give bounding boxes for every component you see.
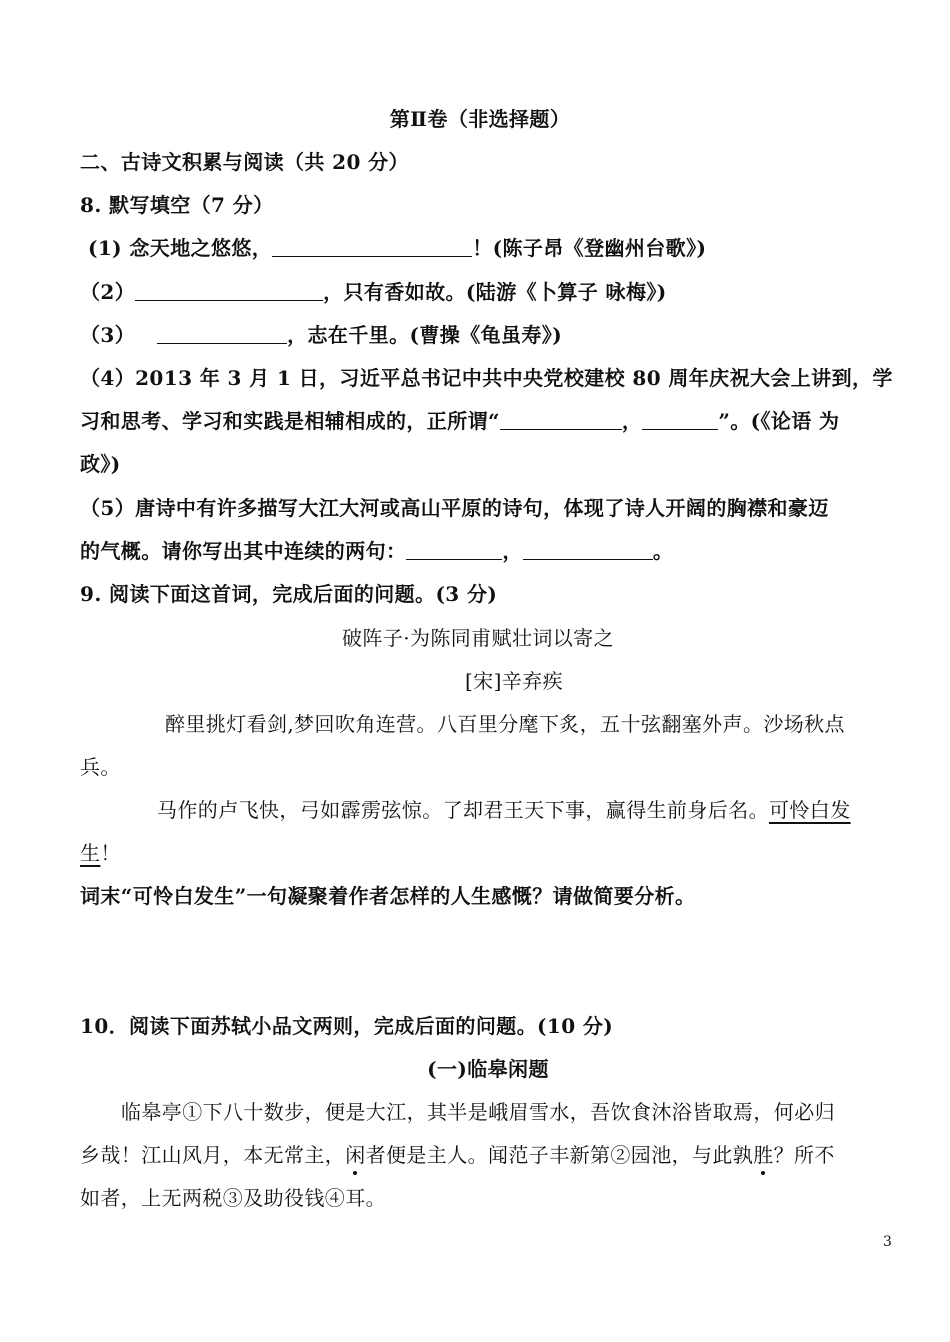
q8-item-4-line3: 政》) <box>80 452 121 476</box>
q9-question: 词末“可怜白发生”一句凝聚着作者怎样的人生感慨？请做简要分析。 <box>80 884 696 908</box>
q8-item-3-suffix: ，志在千里。(曹操《龟虽寿》) <box>287 323 563 347</box>
q10-passage-text-a: 乡哉！江山风月，本无常主， <box>80 1143 346 1167</box>
poem-stanza-1-line2: 兵。 <box>80 755 121 779</box>
q9-title: 9. 阅读下面这首词，完成后面的问题。(3 分) <box>80 582 498 606</box>
q8-item-5-blank-2[interactable] <box>523 539 653 560</box>
q10-passage-line2 <box>80 1141 900 1169</box>
page-number: 3 <box>883 1234 892 1250</box>
poem-title: 破阵子·为陈同甫赋壮词以寄之 <box>342 626 614 650</box>
q8-item-4-blank-1[interactable] <box>500 409 622 430</box>
q8-item-4-text: 习和思考、学习和实践是相辅相成的，正所谓“ <box>80 409 500 433</box>
q8-item-5-text: 的气概。请你写出其中连续的两句： <box>80 539 407 563</box>
q8-item-3-blank[interactable] <box>157 323 287 344</box>
q10-passage-line3: 如者，上无两税③及助役钱④耳。 <box>80 1186 386 1210</box>
q8-item-2-prefix: （2） <box>80 280 136 304</box>
dotted-char-sheng: 胜 <box>753 1143 774 1167</box>
q8-item-2-blank[interactable] <box>135 280 323 301</box>
q8-item-1-blank[interactable] <box>272 236 472 257</box>
poem-stanza-2-line1 <box>157 796 902 824</box>
poem-stanza-2-end: ！ <box>100 841 121 865</box>
q8-item-3 <box>80 321 900 349</box>
underlined-phrase: 可怜白发 <box>769 798 851 822</box>
q8-item-2 <box>80 278 900 306</box>
underlined-phrase-end: 生 <box>80 841 101 865</box>
poem-stanza-2-line2 <box>80 839 900 867</box>
poem-author: [宋]辛弃疾 <box>465 669 564 693</box>
q10-passage-line1: 临皋亭①下八十数步，便是大江，其半是峨眉雪水，吾饮食沐浴皆取焉，何必归 <box>121 1100 835 1124</box>
q8-item-5-period: 。 <box>652 539 674 563</box>
q8-title: 8. 默写填空（7 分） <box>80 193 274 217</box>
q8-item-2-suffix: ，只有香如故。(陆游《卜算子 咏梅》) <box>323 280 667 304</box>
q8-item-1 <box>88 234 908 262</box>
q8-item-4-source: ”。(《论语 为 <box>718 409 840 433</box>
q8-item-4-comma: ， <box>621 409 643 433</box>
q8-item-1-prefix: (1) 念天地之悠悠， <box>88 236 273 260</box>
q8-item-5-comma: ， <box>502 539 523 563</box>
q8-item-4-blank-2[interactable] <box>642 409 718 430</box>
q8-item-3-prefix: （3） <box>80 323 136 347</box>
q8-item-4-line1: （4）2013 年 3 月 1 日，习近平总书记中共中央党校建校 80 周年庆祝大会上讲到，学 <box>80 366 893 390</box>
section-title: 第Ⅱ卷（非选择题） <box>389 107 571 131</box>
poem-stanza-2-text: 马作的卢飞快，弓如霹雳弦惊。了却君王天下事，赢得生前身后名。 <box>157 798 769 822</box>
q8-item-5-line2 <box>80 537 900 565</box>
q8-item-1-suffix: ！(陈子昂《登幽州台歌》) <box>472 236 707 260</box>
q10-subtitle: (一)临皋闲题 <box>427 1057 549 1081</box>
q10-title: 10．阅读下面苏轼小品文两则，完成后面的问题。(10 分) <box>80 1014 614 1038</box>
dotted-char-xian: 闲 <box>345 1143 366 1167</box>
q8-item-5-line1: （5）唐诗中有许多描写大江大河或高山平原的诗句，体现了诗人开阔的胸襟和豪迈 <box>80 496 829 520</box>
q10-passage-text-c: ？所不 <box>773 1143 835 1167</box>
poem-stanza-1-line1: 醉里挑灯看剑,梦回吹角连营。八百里分麾下炙，五十弦翻塞外声。沙场秋点 <box>165 712 845 736</box>
q8-item-5-blank-1[interactable] <box>406 539 502 560</box>
q10-passage-text-b: 者便是主人。闻范子丰新第②园池，与此孰 <box>365 1143 754 1167</box>
q8-item-4-line2 <box>80 407 900 435</box>
part2-heading: 二、古诗文积累与阅读（共 20 分） <box>80 150 409 174</box>
